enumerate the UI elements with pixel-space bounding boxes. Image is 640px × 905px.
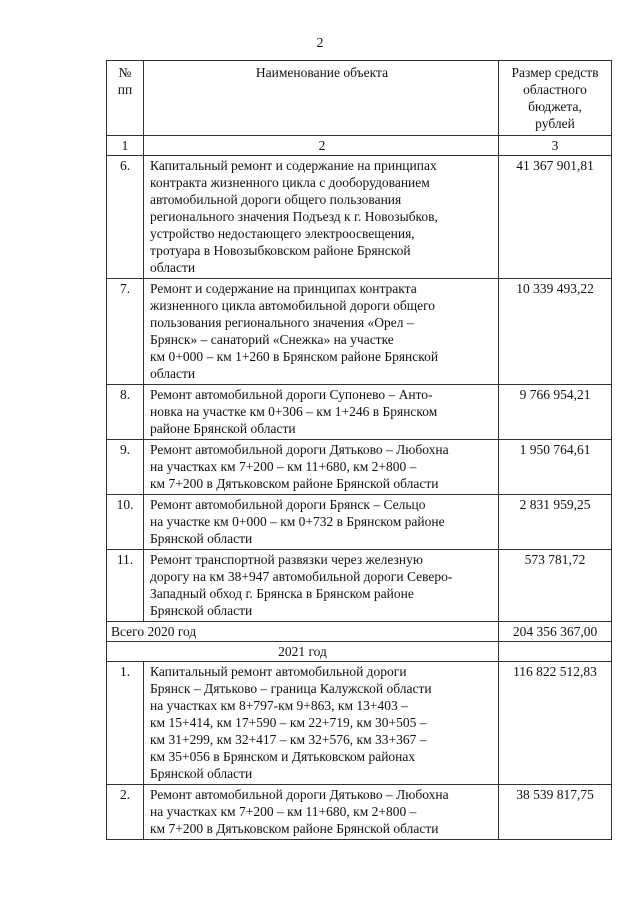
- budget-table: [106, 60, 612, 840]
- object-name-line: Брянск» – санаторий «Снежка» на участке: [150, 332, 394, 347]
- object-name-line: новка на участке км 0+306 – км 1+246 в Брянском: [150, 404, 438, 419]
- header-number-line: пп: [117, 82, 133, 97]
- row-number: 2.: [107, 785, 144, 840]
- row-number: 6.: [107, 156, 144, 279]
- column-index: 2: [144, 136, 499, 156]
- object-name: [144, 279, 499, 385]
- object-name-line: Западный обход г. Брянска в Брянском районе: [150, 586, 414, 601]
- object-name: [144, 495, 499, 550]
- total-row: [107, 622, 612, 642]
- object-name-line: жизненного цикла автомобильной дороги общего: [150, 298, 436, 313]
- row-number: 11.: [107, 550, 144, 622]
- object-name-line: на участках км 8+797-км 9+863, км 13+403 –: [150, 698, 408, 713]
- budget-amount: 38 539 817,75: [499, 785, 612, 840]
- object-name-line: на участках км 7+200 – км 11+680, км 2+800 –: [150, 459, 417, 474]
- header-number: [107, 61, 144, 136]
- header-budget: [499, 61, 612, 136]
- object-name-line: контракта жизненного цикла с дооборудованием: [150, 175, 430, 190]
- object-name-line: на участках км 7+200 – км 11+680, км 2+800 –: [150, 804, 417, 819]
- object-name-line: км 7+200 в Дятьковском районе Брянской области: [150, 476, 439, 491]
- table-row: [107, 785, 612, 840]
- object-name-line: регионального значения Подъезд к г. Новозыбков,: [150, 209, 438, 224]
- object-name-line: тротуара в Новозыбковском районе Брянской: [150, 243, 411, 258]
- object-name-line: пользования регионального значения «Орел –: [150, 315, 414, 330]
- object-name-line: Ремонт транспортной развязки через железную: [150, 552, 423, 567]
- row-number: 1.: [107, 662, 144, 785]
- header-object-name: Наименование объекта: [144, 61, 499, 136]
- object-name-line: Брянской области: [150, 531, 253, 546]
- year-empty-cell: [499, 642, 612, 662]
- object-name: [144, 785, 499, 840]
- header-budget-line: Размер средств: [511, 65, 599, 80]
- row-number: 7.: [107, 279, 144, 385]
- table-row: [107, 662, 612, 785]
- header-budget-line: областного: [523, 82, 587, 97]
- object-name-line: Брянской области: [150, 603, 253, 618]
- object-name-line: Капитальный ремонт автомобильной дороги: [150, 664, 407, 679]
- table-row: [107, 279, 612, 385]
- total-amount: 204 356 367,00: [499, 622, 612, 642]
- header-budget-line: бюджета,: [528, 99, 582, 114]
- year-label: 2021 год: [107, 642, 499, 662]
- total-label: Всего 2020 год: [107, 622, 499, 642]
- object-name-line: км 35+056 в Брянском и Дятьковском районах: [150, 749, 416, 764]
- column-index-row: [107, 136, 612, 156]
- header-budget-line: рублей: [535, 116, 575, 131]
- object-name-line: Ремонт автомобильной дороги Дятьково – Любохна: [150, 442, 449, 457]
- budget-amount: 2 831 959,25: [499, 495, 612, 550]
- table-row: [107, 385, 612, 440]
- object-name-line: районе Брянской области: [150, 421, 296, 436]
- object-name-line: км 15+414, км 17+590 – км 22+719, км 30+505 –: [150, 715, 427, 730]
- header-number-line: №: [118, 65, 132, 80]
- column-index: 3: [499, 136, 612, 156]
- object-name: [144, 662, 499, 785]
- budget-amount: 41 367 901,81: [499, 156, 612, 279]
- table-row: [107, 550, 612, 622]
- object-name-line: Брянской области: [150, 766, 253, 781]
- table-header-row: [107, 61, 612, 136]
- object-name-line: км 7+200 в Дятьковском районе Брянской области: [150, 821, 439, 836]
- object-name-line: автомобильной дороги общего пользования: [150, 192, 402, 207]
- row-number: 10.: [107, 495, 144, 550]
- object-name: [144, 385, 499, 440]
- table-row: [107, 156, 612, 279]
- object-name-line: на участке км 0+000 – км 0+732 в Брянском районе: [150, 514, 445, 529]
- page-number: 2: [316, 36, 324, 51]
- table-row: [107, 440, 612, 495]
- row-number: 8.: [107, 385, 144, 440]
- budget-amount: 573 781,72: [499, 550, 612, 622]
- object-name-line: области: [150, 366, 196, 381]
- budget-amount: 1 950 764,61: [499, 440, 612, 495]
- object-name-line: км 31+299, км 32+417 – км 32+576, км 33+367 –: [150, 732, 427, 747]
- row-number: 9.: [107, 440, 144, 495]
- budget-amount: 10 339 493,22: [499, 279, 612, 385]
- object-name: [144, 156, 499, 279]
- object-name-line: Ремонт автомобильной дороги Дятьково – Любохна: [150, 787, 449, 802]
- object-name-line: Ремонт и содержание на принципах контракта: [150, 281, 417, 296]
- object-name-line: Капитальный ремонт и содержание на принципах: [150, 158, 437, 173]
- object-name-line: дорогу на км 38+947 автомобильной дороги Северо-: [150, 569, 453, 584]
- budget-amount: 116 822 512,83: [499, 662, 612, 785]
- table-row: [107, 495, 612, 550]
- object-name: [144, 440, 499, 495]
- year-row: [107, 642, 612, 662]
- budget-amount: 9 766 954,21: [499, 385, 612, 440]
- object-name: [144, 550, 499, 622]
- object-name-line: Ремонт автомобильной дороги Супонево – Анто-: [150, 387, 433, 402]
- object-name-line: Брянск – Дятьково – граница Калужской области: [150, 681, 432, 696]
- column-index: 1: [107, 136, 144, 156]
- object-name-line: км 0+000 – км 1+260 в Брянском районе Брянской: [150, 349, 439, 364]
- object-name-line: устройство недостающего электроосвещения,: [150, 226, 415, 241]
- object-name-line: области: [150, 260, 196, 275]
- object-name-line: Ремонт автомобильной дороги Брянск – Сельцо: [150, 497, 426, 512]
